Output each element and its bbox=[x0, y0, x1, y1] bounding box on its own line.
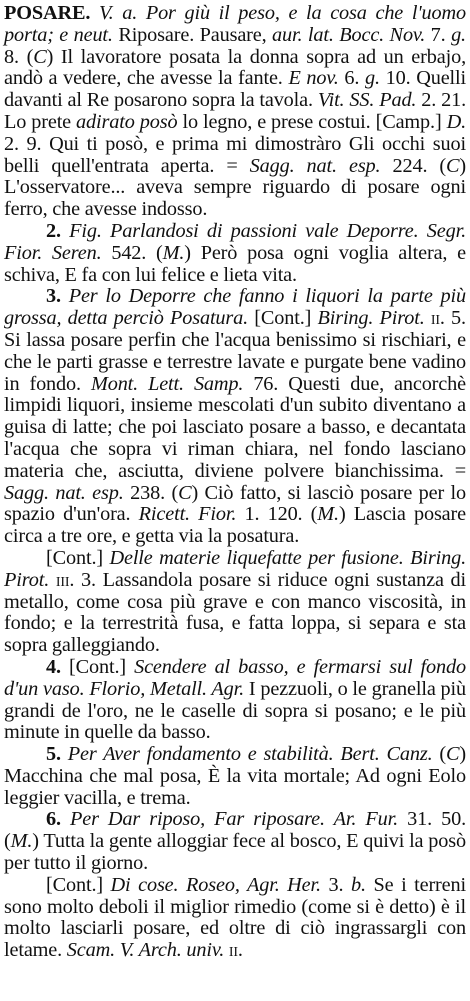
entry-sense-4 bbox=[4, 548, 466, 657]
body-text bbox=[90, 2, 99, 24]
headword-or-sense-number: 6. bbox=[46, 808, 70, 831]
entry-sense-8 bbox=[4, 875, 466, 962]
headword-or-sense-number: 2. bbox=[46, 219, 70, 242]
body-text: iii bbox=[55, 568, 70, 591]
body-text: ) Lascia posare circa a tre ore, e getta via la posatura. bbox=[4, 503, 466, 548]
italic-text: Per Dar riposo, Far riposare. Ar. Fur. bbox=[70, 808, 399, 831]
body-text: 3. bbox=[320, 873, 352, 896]
body-text: ( bbox=[432, 743, 446, 766]
italic-text: C bbox=[446, 154, 460, 177]
body-text: [Cont.] bbox=[46, 873, 111, 896]
italic-text: Vit. SS. Pad. bbox=[317, 89, 417, 112]
body-text: ii bbox=[430, 307, 440, 330]
entry-sense-7 bbox=[4, 809, 466, 874]
body-text: ii bbox=[228, 939, 238, 962]
body-text: 224. ( bbox=[380, 154, 447, 177]
body-text: [Cont.] bbox=[46, 546, 110, 569]
entry-sense-3 bbox=[4, 286, 466, 548]
entry-sense-2 bbox=[4, 221, 466, 286]
body-text: 238. ( bbox=[123, 481, 179, 504]
body-text: ) Il lavoratore posata la donna sopra ad un erbajo, andò a vedere, che avesse la fante. bbox=[4, 45, 466, 90]
italic-text: Biring. Pirot. bbox=[317, 307, 425, 330]
body-text: ) Però posa ogni voglia altera, e schiva, E fa con lui felice e lieta vita. bbox=[4, 241, 466, 286]
body-text: 542. ( bbox=[101, 241, 163, 264]
entry-definition-main bbox=[4, 3, 466, 221]
body-text: [Cont.] bbox=[69, 655, 135, 678]
headword-or-sense-number: POSARE. bbox=[4, 2, 91, 24]
italic-text: D. bbox=[446, 110, 466, 133]
italic-text: aur. lat. Bocc. Nov. bbox=[272, 23, 426, 46]
italic-text: Scam. V. Arch. univ. bbox=[66, 939, 225, 962]
italic-text: Delle materie liquefatte per fusione. Biring. Pirot. bbox=[4, 546, 466, 591]
italic-text: Sagg. nat. esp. bbox=[4, 481, 124, 504]
italic-text: Fig. Parlandosi di passioni vale Deporre. Segr. Fior. Seren. bbox=[4, 219, 466, 264]
body-text: 76. Questi due, ancorchè limpidi liquori, insieme mescolati d'un subito diventano a guisa di latte; che poi lasciato posare a basso, e decantata l'acqua che sopra vi riman chiara, nel fondo lasciano materia che, asciutta, diviene polvere bianchissima. = bbox=[4, 372, 466, 482]
italic-text: b. bbox=[351, 873, 366, 896]
body-text: 1. 120. ( bbox=[236, 503, 318, 526]
italic-text: C bbox=[33, 45, 47, 68]
body-text: lo legno, e prese costui. [Camp.] bbox=[177, 110, 447, 133]
body-text: Riposare. Pausare, bbox=[112, 23, 273, 46]
body-text: ) Ciò fatto, si lasciò posare per lo spazio d'un'ora. bbox=[4, 481, 467, 526]
italic-text: Scendere al basso, e fermarsi sul fondo d'un vaso. Florio, Metall. Agr. bbox=[4, 655, 466, 700]
body-text bbox=[49, 569, 56, 591]
italic-text: M. bbox=[162, 241, 185, 264]
italic-text: C bbox=[178, 481, 192, 504]
italic-text: M. bbox=[10, 830, 33, 853]
headword-or-sense-number: 5. bbox=[46, 743, 68, 766]
italic-text: Mont. Lett. Samp. bbox=[90, 372, 244, 395]
body-text: . 3. Lassandola posare si riduce ogni sustanza di metallo, come cosa più grave e con manco viscosità, in fondo; e la terrestrità fusa, e fatta loppa, si separa e sta sopra galleggiando. bbox=[4, 568, 466, 657]
body-text: . bbox=[237, 939, 243, 962]
italic-text: E nov. bbox=[288, 67, 339, 90]
body-text: 10. Quelli davanti al Re posarono sopra la tavola. bbox=[4, 67, 466, 112]
italic-text: Ricett. Fior. bbox=[138, 503, 237, 526]
entry-sense-6 bbox=[4, 744, 466, 809]
headword-or-sense-number: 3. bbox=[46, 285, 69, 308]
italic-text: g. bbox=[364, 67, 380, 90]
italic-text: C bbox=[446, 743, 460, 766]
body-text: 8. ( bbox=[4, 45, 34, 68]
body-text: I pezzuoli, o le granella più grandi de l'oro, ne le caselle di sopra si posano; e le più minute in quelle da basso. bbox=[4, 677, 466, 744]
italic-text: g. bbox=[451, 23, 466, 46]
body-text: 2. 9. Qui ti posò, e prima mi dimostràro Gli occhi suoi belli quell'entrata aperta. = bbox=[4, 132, 466, 177]
body-text: Se i terreni sono molto deboli il miglior rimedio (come si è detto) è il molto lasciarli posare, ed oltre di ciò ingrassargli con letame. bbox=[4, 873, 466, 962]
body-text: [Cont.] bbox=[248, 307, 318, 330]
italic-text: Per Aver fondamento e stabilità. Bert. Canz. bbox=[67, 743, 433, 766]
headword-or-sense-number: 4. bbox=[46, 655, 70, 678]
italic-text: M. bbox=[317, 503, 339, 526]
body-text: 31. 50. ( bbox=[4, 808, 466, 853]
body-text: 6. bbox=[338, 67, 365, 90]
body-text: ) Tutta la gente alloggiar fece al bosco, E quivi la posò per tutto il giorno. bbox=[4, 830, 466, 875]
italic-text: Sagg. nat. esp. bbox=[249, 154, 381, 177]
dictionary-entry-posare bbox=[4, 3, 466, 962]
entry-sense-5 bbox=[4, 657, 466, 744]
body-text: 2. 21. Lo prete bbox=[4, 89, 466, 133]
italic-text: adirato posò bbox=[76, 110, 178, 133]
body-text: ) Macchina che mal posa, È la vita mortale; Ad ogni Eolo leggier vacilla, e trema. bbox=[4, 743, 466, 809]
body-text: 7. bbox=[425, 23, 452, 46]
italic-text: V. a. Por giù il peso, e la cosa che l'uomo porta; e neut. bbox=[4, 2, 466, 46]
body-text: ) L'osservatore... aveva sempre riguardo di posare ogni ferro, che avesse indosso. bbox=[4, 154, 467, 221]
body-text: . 5. Si lassa posare perfin che l'acqua benissimo si rischiari, e che le parti grasse e terrestre lavate e purgate bene vadino in fondo. bbox=[4, 307, 466, 395]
italic-text: Di cose. Roseo, Agr. Her. bbox=[110, 873, 321, 896]
italic-text: Per lo Deporre che fanno i liquori la parte più grossa, detta perciò Posatura. bbox=[4, 285, 466, 330]
